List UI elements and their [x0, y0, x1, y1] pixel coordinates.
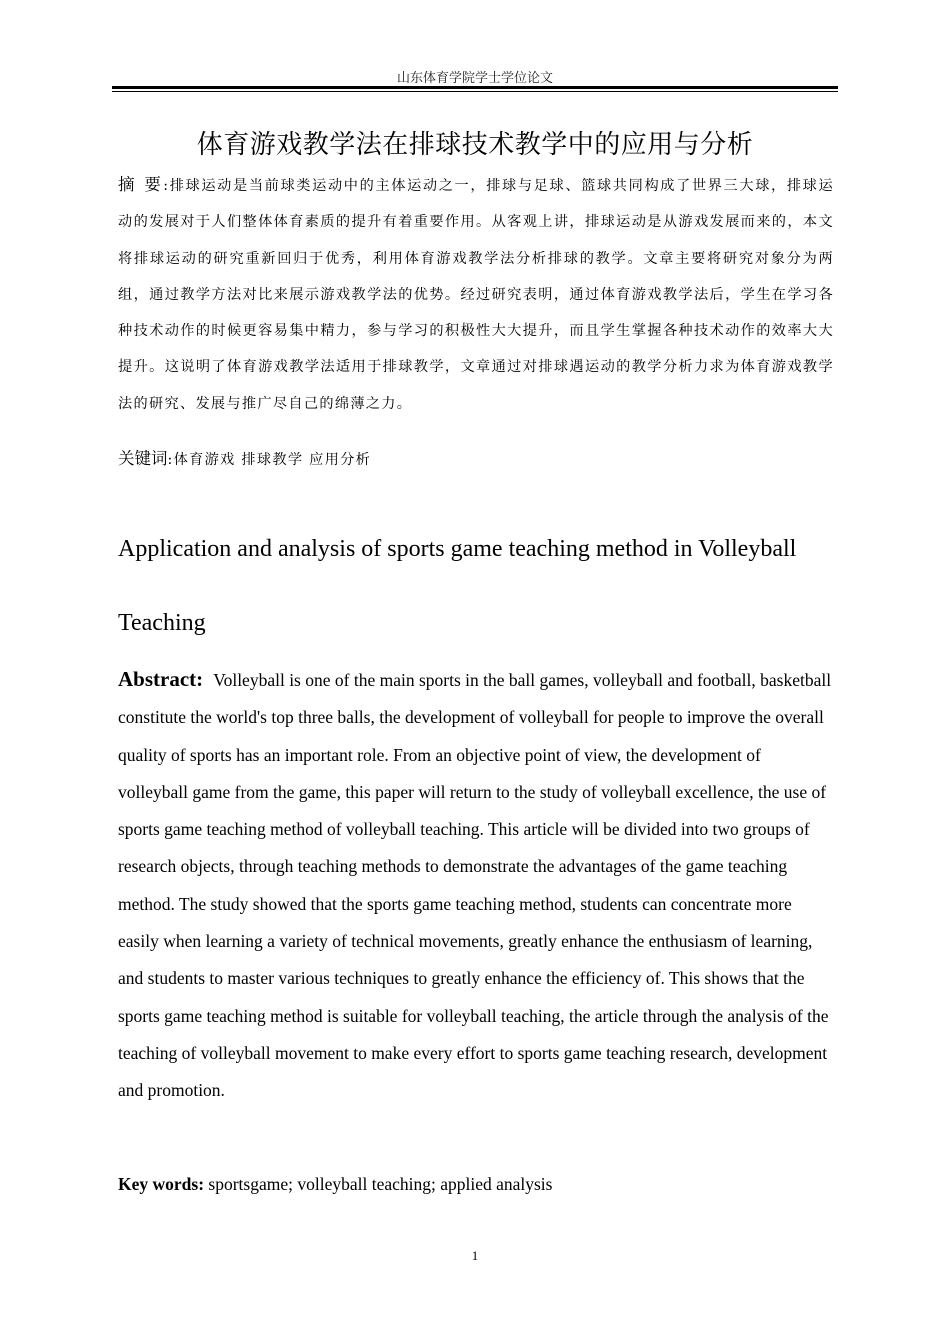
chinese-keywords-text: 体育游戏 排球教学 应用分析 [173, 452, 372, 468]
chinese-abstract-label: 摘 要 [118, 175, 164, 194]
english-keywords-label: Key words: [118, 1174, 205, 1194]
chinese-abstract-separator: : [163, 178, 170, 194]
english-abstract-text: Volleyball is one of the main sports in the ball games, volleyball and football, basketball constitute the world's top three balls, the development of volleyball for people to improve the overall quality of sports has an important role. From an objective point of view, the development of volleyball game from the game, this paper will return to the study of volleyball excellence, the use of sports game teaching method of volleyball teaching. This article will be divided into two groups of research objects, through teaching methods to demonstrate the advantages of the game teaching method. The study showed that the sports game teaching method, students can concentrate more easily when learning a variety of technical movements, greatly enhance the enthusiasm of learning, and students to master various techniques to greatly enhance the efficiency of. This shows that the sports game teaching method is suitable for volleyball teaching, the article through the analysis of the teaching of volleyball movement to make every effort to sports game teaching research, development and promotion. [118, 670, 832, 1101]
english-keywords-text: sportsgame; volleyball teaching; applied analysis [208, 1174, 553, 1194]
english-abstract [118, 661, 834, 1110]
chinese-abstract [118, 167, 834, 422]
chinese-abstract-text: 排球运动是当前球类运动中的主体运动之一，排球与足球、篮球共同构成了世界三大球，排球运动的发展对于人们整体体育素质的提升有着重要作用。从客观上讲，排球运动是从游戏发展而来的，本文将排球运动的研究重新回归于优秀，利用体育游戏教学法分析排球的教学。文章主要将研究对象分为两组，通过教学方法对比来展示游戏教学法的优势。经过研究表明，通过体育游戏教学法后，学生在学习各种技术动作的时候更容易集中精力，参与学习的积极性大大提升，而且学生掌握各种技术动作的效率大大提升。这说明了体育游戏教学法适用于排球教学，文章通过对排球遇运动的教学分析力求为体育游戏教学法的研究、发展与推广尽自己的绵薄之力。 [118, 178, 834, 412]
page-number: 1 [471, 1248, 479, 1263]
english-abstract-label: Abstract: [118, 667, 204, 691]
header-rule-thin [112, 91, 838, 92]
paper-title: 体育游戏教学法在排球技术教学中的应用与分析 [196, 130, 754, 160]
english-keywords [118, 1170, 834, 1198]
chinese-keywords-separator: : [167, 452, 174, 468]
chinese-keywords [118, 446, 834, 473]
running-header: 山东体育学院学士学位论文 [396, 71, 553, 86]
chinese-keywords-label: 关键词 [118, 449, 168, 468]
english-title: Application and analysis of sports game teaching method in Volleyball Teaching [118, 536, 797, 636]
header-rule-thick [112, 86, 838, 89]
